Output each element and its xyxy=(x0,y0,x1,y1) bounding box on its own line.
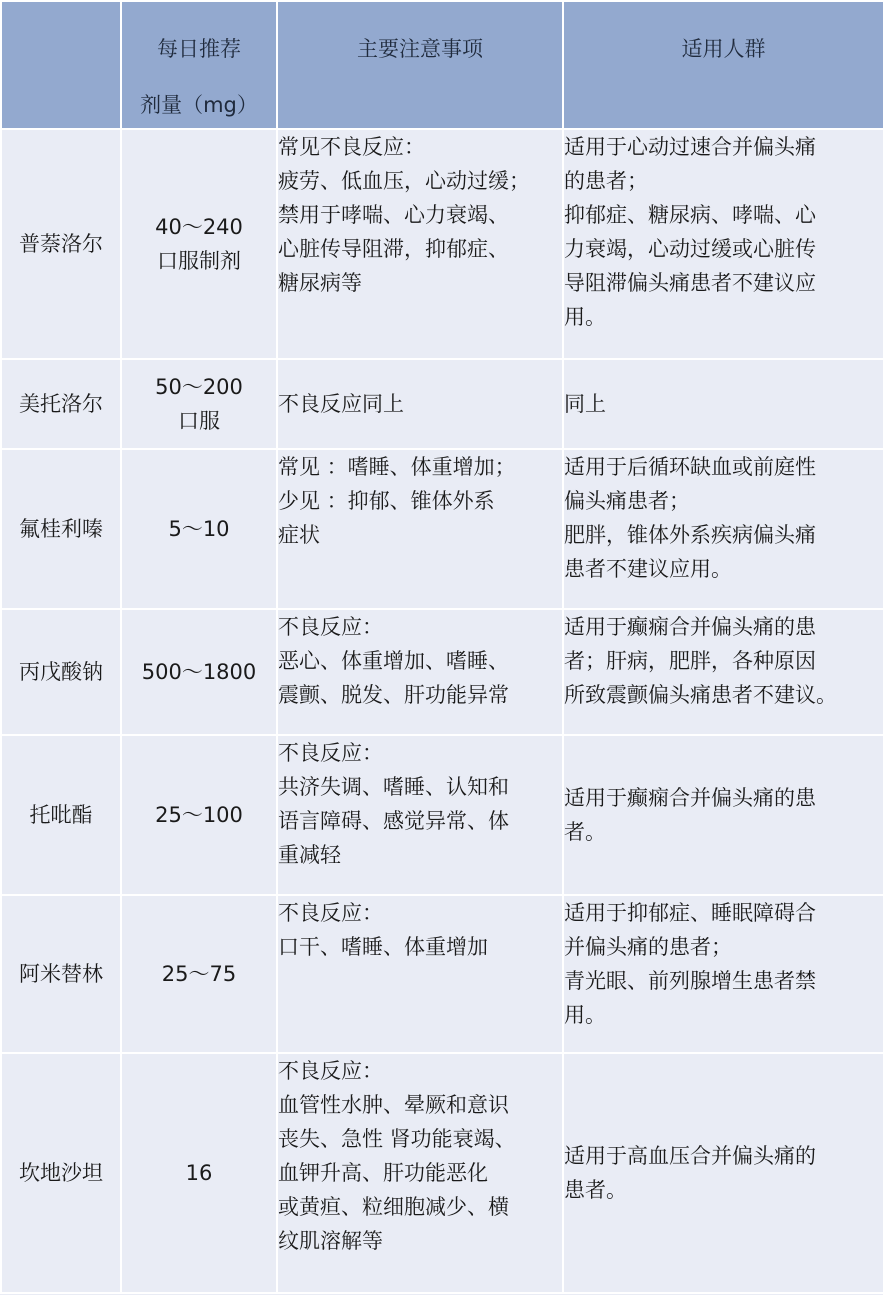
population-cell xyxy=(563,449,883,609)
population-cell-line: 患者。 xyxy=(564,1178,627,1202)
precautions-cell-line: 不良反应： xyxy=(278,901,383,925)
precautions-cell-line: 常见 ：嗜睡、体重增加； xyxy=(278,455,516,479)
precautions-cell-line: 或黄疸、粒细胞减少、横 xyxy=(278,1195,509,1219)
precautions-cell xyxy=(277,359,563,449)
population-cell-line: 导阻滞偏头痛患者不建议应 xyxy=(564,271,816,295)
precautions-cell-line: 血管性水肿、晕厥和意识 xyxy=(278,1093,509,1117)
population-cell-line: 患者不建议应用。 xyxy=(564,557,732,581)
population-cell-line: 的患者； xyxy=(564,169,648,193)
table-row xyxy=(1,449,883,609)
dose-cell-line: 40～240 xyxy=(155,215,243,239)
precautions-cell-line: 不良反应： xyxy=(278,741,383,765)
population-cell-line: 者。 xyxy=(564,820,606,844)
population-cell-line: 并偏头痛的患者； xyxy=(564,935,732,959)
header-precautions: 主要注意事项 xyxy=(277,1,563,129)
precautions-cell xyxy=(277,449,563,609)
precautions-cell-line: 心脏传导阻滞，抑郁症、 xyxy=(278,237,509,261)
population-cell-line: 适用于癫痫合并偏头痛的患 xyxy=(564,615,816,639)
dose-cell-line: 25～75 xyxy=(161,962,237,986)
table-row xyxy=(1,359,883,449)
table-row xyxy=(1,129,883,359)
population-cell-line: 抑郁症、糖尿病、哮喘、心 xyxy=(564,203,816,227)
precautions-cell-line: 重减轻 xyxy=(278,843,341,867)
drug-name-cell: 阿米替林 xyxy=(1,895,121,1053)
precautions-cell-line: 常见不良反应： xyxy=(278,135,425,159)
precautions-cell xyxy=(277,129,563,359)
population-cell-line: 适用于癫痫合并偏头痛的患 xyxy=(564,786,816,810)
dose-cell xyxy=(121,359,277,449)
dose-cell xyxy=(121,1053,277,1293)
dose-cell xyxy=(121,129,277,359)
precautions-cell-line: 症状 xyxy=(278,523,320,547)
precautions-cell-line: 纹肌溶解等 xyxy=(278,1229,383,1253)
precautions-cell-line: 血钾升高、肝功能恶化 xyxy=(278,1161,488,1185)
population-cell-line: 偏头痛患者； xyxy=(564,489,690,513)
dose-cell xyxy=(121,609,277,735)
population-cell-line: 所致震颤偏头痛患者不建议。 xyxy=(564,683,837,707)
population-cell xyxy=(563,895,883,1053)
precautions-cell-line: 丧失、急性 肾功能衰竭、 xyxy=(278,1127,516,1151)
drug-name-cell: 美托洛尔 xyxy=(1,359,121,449)
dose-cell-line: 口服 xyxy=(178,409,220,433)
precautions-cell-line: 禁用于哮喘、心力衰竭、 xyxy=(278,203,509,227)
population-cell-line: 适用于后循环缺血或前庭性 xyxy=(564,455,816,479)
table-row xyxy=(1,895,883,1053)
precautions-cell-line: 口干、嗜睡、体重增加 xyxy=(278,935,488,959)
precautions-cell-line: 少见 ：抑郁、锥体外系 xyxy=(278,489,495,513)
dose-cell-line: 5～10 xyxy=(168,517,230,541)
population-cell-line: 适用于高血压合并偏头痛的 xyxy=(564,1144,816,1168)
dose-cell-line: 16 xyxy=(185,1161,213,1185)
dose-cell-line: 500～1800 xyxy=(141,660,257,684)
population-cell-line: 力衰竭，心动过缓或心脏传 xyxy=(564,237,816,261)
header-row xyxy=(1,1,883,129)
dose-cell-line: 25～100 xyxy=(155,803,243,827)
population-cell-line: 用。 xyxy=(564,305,606,329)
precautions-cell-line: 语言障碍、感觉异常、体 xyxy=(278,809,509,833)
precautions-cell xyxy=(277,609,563,735)
dose-cell xyxy=(121,895,277,1053)
precautions-cell-line: 震颤、脱发、肝功能异常 xyxy=(278,683,509,707)
precautions-cell-line: 不良反应： xyxy=(278,615,383,639)
table-row xyxy=(1,1053,883,1293)
precautions-cell-line: 恶心、体重增加、嗜睡、 xyxy=(278,649,509,673)
dose-cell xyxy=(121,735,277,895)
precautions-cell xyxy=(277,1053,563,1293)
header-daily-dose xyxy=(121,1,277,129)
precautions-cell xyxy=(277,735,563,895)
drug-name-cell: 丙戊酸钠 xyxy=(1,609,121,735)
drug-name-cell: 坎地沙坦 xyxy=(1,1053,121,1293)
population-cell xyxy=(563,1053,883,1293)
precautions-cell-line: 不良反应同上 xyxy=(278,392,404,416)
population-cell-line: 者；肝病，肥胖，各种原因 xyxy=(564,649,816,673)
population-cell xyxy=(563,359,883,449)
population-cell-line: 肥胖，锥体外系疾病偏头痛 xyxy=(564,523,816,547)
population-cell xyxy=(563,609,883,735)
precautions-cell-line: 不良反应： xyxy=(278,1059,383,1083)
dose-cell-line: 50～200 xyxy=(155,375,243,399)
header-population: 适用人群 xyxy=(563,1,883,129)
population-cell xyxy=(563,735,883,895)
drug-name-cell: 氟桂利嗪 xyxy=(1,449,121,609)
table-row xyxy=(1,609,883,735)
dose-cell xyxy=(121,449,277,609)
precautions-cell-line: 共济失调、嗜睡、认知和 xyxy=(278,775,509,799)
drug-name-cell: 普萘洛尔 xyxy=(1,129,121,359)
header-daily-dose-line1: 每日推荐 xyxy=(157,37,241,61)
population-cell-line: 同上 xyxy=(564,392,606,416)
precautions-cell xyxy=(277,895,563,1053)
precautions-cell-line: 糖尿病等 xyxy=(278,271,362,295)
precautions-cell-line: 疲劳、低血压，心动过缓； xyxy=(278,169,530,193)
population-cell-line: 用。 xyxy=(564,1003,606,1027)
header-drug-name xyxy=(1,1,121,129)
population-cell-line: 适用于心动过速合并偏头痛 xyxy=(564,135,816,159)
population-cell-line: 适用于抑郁症、睡眠障碍合 xyxy=(564,901,816,925)
dose-cell-line: 口服制剂 xyxy=(157,249,241,273)
drug-name-cell: 托吡酯 xyxy=(1,735,121,895)
header-daily-dose-line2: 剂量（mg） xyxy=(140,93,258,117)
table-row xyxy=(1,735,883,895)
population-cell-line: 青光眼、前列腺增生患者禁 xyxy=(564,969,816,993)
population-cell xyxy=(563,129,883,359)
